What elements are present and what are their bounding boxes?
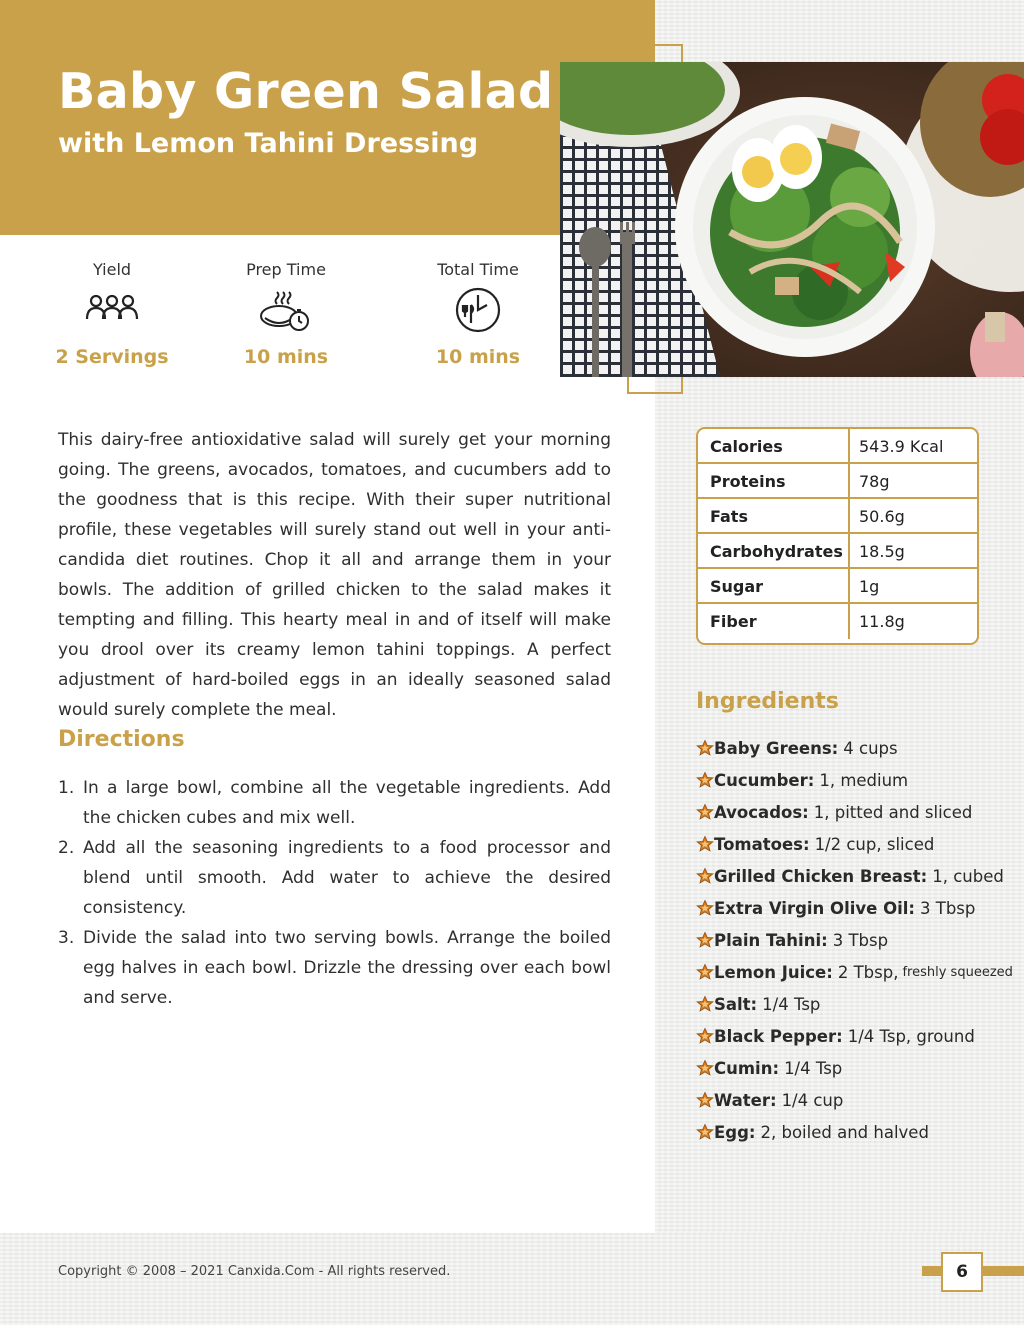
star-icon (696, 1123, 714, 1141)
ingredient-item (696, 956, 1021, 988)
salad-photo (560, 62, 1024, 377)
cooking-pan-timer-icon (211, 282, 361, 338)
ingredient-name: Water: (714, 1090, 777, 1110)
ingredient-name: Egg: (714, 1122, 756, 1142)
ingredient-item (696, 860, 1021, 892)
clock-utensils-icon (403, 282, 553, 338)
ingredient-name: Black Pepper: (714, 1026, 843, 1046)
star-icon (696, 867, 714, 885)
ingredient-amount: 4 cups (843, 738, 898, 758)
stat-label: Total Time (437, 260, 519, 279)
star-icon (696, 739, 714, 757)
nutrition-label: Sugar (698, 569, 850, 602)
star-icon (696, 1059, 714, 1077)
ingredient-item (696, 1084, 1021, 1116)
stat-value: 10 mins (435, 346, 521, 368)
ingredient-amount: 1/4 Tsp (762, 994, 821, 1014)
people-icon (37, 282, 187, 338)
direction-step (58, 833, 611, 923)
ingredient-item (696, 1052, 1021, 1084)
stat-yield (37, 258, 187, 370)
nutrition-row (698, 429, 977, 464)
nutrition-value: 1g (859, 577, 880, 596)
nutrition-value: 18.5g (859, 542, 905, 561)
ingredient-name: Baby Greens: (714, 738, 839, 758)
star-icon (696, 835, 714, 853)
ingredient-item (696, 796, 1021, 828)
nutrition-value: 78g (859, 472, 890, 491)
ingredient-amount: 2 Tbsp, (837, 962, 899, 982)
ingredient-amount: 2, boiled and halved (760, 1122, 929, 1142)
star-icon (696, 899, 714, 917)
ingredient-amount: 3 Tbsp (920, 898, 976, 918)
directions-heading: Directions (58, 727, 185, 752)
ingredient-amount: 1/4 Tsp (784, 1058, 843, 1078)
nutrition-label: Proteins (698, 464, 850, 497)
stat-label: Yield (92, 260, 132, 279)
star-icon (696, 771, 714, 789)
ingredient-amount: 1, pitted and sliced (813, 802, 973, 822)
star-icon (696, 963, 714, 981)
nutrition-table (696, 427, 979, 645)
star-icon (696, 1027, 714, 1045)
direction-step (58, 773, 611, 833)
ingredient-amount: 1/4 Tsp, ground (847, 1026, 975, 1046)
nutrition-label: Calories (698, 429, 850, 462)
ingredient-amount: 1/4 cup (781, 1090, 844, 1110)
nutrition-row (698, 604, 977, 639)
stat-value: 2 Servings (55, 346, 169, 368)
nutrition-row (698, 569, 977, 604)
step-number: 1. (58, 778, 75, 798)
ingredient-name: Grilled Chicken Breast: (714, 866, 928, 886)
ingredient-item (696, 1116, 1021, 1148)
step-number: 2. (58, 838, 75, 858)
ingredient-amount: 1, cubed (932, 866, 1004, 886)
ingredient-item (696, 828, 1021, 860)
ingredient-name: Plain Tahini: (714, 930, 828, 950)
step-text: Divide the salad into two serving bowls. Arrange the boiled egg halves in each bowl. Drizzle the dressing over each bowl and serve. (83, 928, 611, 1008)
ingredient-name: Extra Virgin Olive Oil: (714, 898, 916, 918)
ingredient-amount: 1/2 cup, sliced (814, 834, 935, 854)
star-icon (696, 1091, 714, 1109)
ingredients-list (696, 732, 1021, 1148)
nutrition-label: Carbohydrates (698, 534, 850, 567)
stat-value: 10 mins (243, 346, 329, 368)
stat-total-time (403, 258, 553, 370)
nutrition-value: 11.8g (859, 612, 905, 631)
ingredient-name: Avocados: (714, 802, 809, 822)
copyright-text: Copyright © 2008 – 2021 Canxida.Com - All rights reserved. (58, 1264, 451, 1279)
intro-paragraph: This dairy-free antioxidative salad will surely get your morning going. The greens, avocados, tomatoes, and cucumbers add to the goodness that is this recipe. With their super nutritional profile, these vegetables will surely stand out well in your anti-candida diet routines. Chop it all and arrange them in your bowls. The addition of grilled chicken to the salad makes it tempting and filling. This hearty meal in and of itself will make you drool over its creamy lemon tahini toppings. A perfect adjustment of hard-boiled eggs in an ideally seasoned salad would surely complete the meal. (58, 430, 611, 720)
nutrition-row (698, 534, 977, 569)
ingredient-item (696, 1020, 1021, 1052)
nutrition-row (698, 499, 977, 534)
step-text: Add all the seasoning ingredients to a food processor and blend until smooth. Add water to achieve the desired consistency. (83, 838, 611, 918)
star-icon (696, 995, 714, 1013)
nutrition-value: 50.6g (859, 507, 905, 526)
directions-list (58, 773, 611, 1013)
ingredient-name: Lemon Juice: (714, 962, 833, 982)
ingredient-item (696, 732, 1021, 764)
nutrition-label: Fats (698, 499, 850, 532)
step-number: 3. (58, 928, 75, 948)
stat-prep-time (211, 258, 361, 370)
page-number: 6 (941, 1252, 983, 1292)
nutrition-row (698, 464, 977, 499)
step-text: In a large bowl, combine all the vegetable ingredients. Add the chicken cubes and mix well. (83, 778, 611, 828)
direction-step (58, 923, 611, 1013)
ingredient-note: freshly squeezed (902, 964, 1013, 980)
ingredient-name: Tomatoes: (714, 834, 810, 854)
ingredient-name: Cumin: (714, 1058, 780, 1078)
ingredient-item (696, 988, 1021, 1020)
ingredient-amount: 1, medium (819, 770, 909, 790)
recipe-title: Baby Green Salad (58, 63, 554, 120)
ingredient-item (696, 764, 1021, 796)
ingredient-name: Cucumber: (714, 770, 815, 790)
ingredient-item (696, 924, 1021, 956)
ingredients-heading: Ingredients (696, 689, 839, 714)
star-icon (696, 931, 714, 949)
ingredient-amount: 3 Tbsp (832, 930, 889, 950)
nutrition-value: 543.9 Kcal (859, 437, 944, 456)
stat-label: Prep Time (246, 260, 326, 279)
nutrition-label: Fiber (698, 604, 850, 639)
star-icon (696, 803, 714, 821)
recipe-subtitle: with Lemon Tahini Dressing (58, 128, 479, 159)
ingredient-item (696, 892, 1021, 924)
ingredient-name: Salt: (714, 994, 758, 1014)
